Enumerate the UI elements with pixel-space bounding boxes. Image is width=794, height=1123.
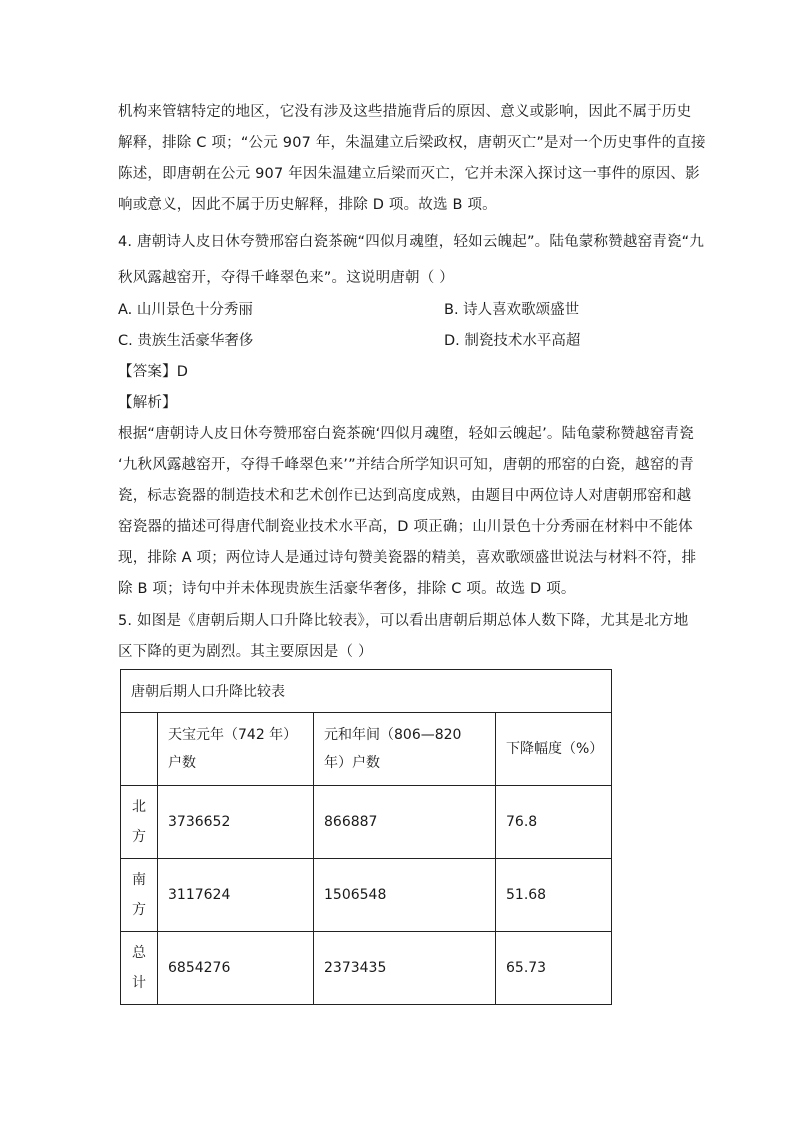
text-line: 响或意义，因此不属于历史解释，排除 D 项。故选 B 项。 (118, 197, 497, 213)
option-d: D. 制瓷技术水平高超 (444, 333, 581, 349)
table-caption: 唐朝后期人口升降比较表 (121, 670, 612, 713)
region-cell: 总计 (121, 932, 158, 1005)
tianbao-cell: 3117624 (158, 859, 314, 932)
region-cell: 南方 (121, 859, 158, 932)
question-4-stem: 秋风露越窑开，夺得千峰翠色来”。这说明唐朝（ ） (118, 270, 454, 286)
analysis-line: 除 B 项；诗句中并未体现贵族生活豪华奢侈，排除 C 项。故选 D 项。 (118, 581, 576, 597)
header-cell: 下降幅度（%） (496, 713, 612, 786)
region-cell: 北方 (121, 786, 158, 859)
text-line: 机构来管辖特定的地区，它没有涉及这些措施背后的原因、意义或影响，因此不属于历史 (118, 104, 692, 120)
table-row (121, 859, 612, 932)
analysis-line: ‘九秋风露越窑开，夺得千峰翠色来’”并结合所学知识可知，唐朝的邢窑的白瓷，越窑的青 (118, 457, 694, 473)
population-table (120, 669, 612, 1005)
tianbao-cell: 3736652 (158, 786, 314, 859)
option-c: C. 贵族生活豪华奢侈 (118, 333, 254, 349)
header-cell: 元和年间（806—820 年）户数 (314, 713, 496, 786)
question-5-stem: 5. 如图是《唐朝后期人口升降比较表》，可以看出唐朝后期总体人数下降，尤其是北方地 (118, 613, 689, 629)
text-line: 陈述，即唐朝在公元 907 年因朱温建立后梁而灭亡，它并未深入探讨这一事件的原因、影 (118, 166, 700, 182)
question-4-stem: 4. 唐朝诗人皮日休夸赞邢窑白瓷茶碗“四似月魂堕，轻如云魄起”。陆龟蒙称赞越窑青瓷“九 (118, 234, 705, 250)
question-5-stem: 区下降的更为剧烈。其主要原因是（ ） (118, 644, 373, 660)
yuanhe-cell: 866887 (314, 786, 496, 859)
analysis-line: 窑瓷器的描述可得唐代制瓷业技术水平高，D 项正确；山川景色十分秀丽在材料中不能体 (118, 519, 693, 535)
answer-label: 【答案】D (118, 364, 189, 380)
decline-cell: 51.68 (496, 859, 612, 932)
table-row (121, 932, 612, 1005)
analysis-line: 根据“唐朝诗人皮日休夸赞邢窑白瓷茶碗‘四似月魂堕，轻如云魄起’。陆龟蒙称赞越窑青瓷 (118, 426, 694, 442)
option-b: B. 诗人喜欢歌颂盛世 (444, 302, 580, 318)
tianbao-cell: 6854276 (158, 932, 314, 1005)
yuanhe-cell: 1506548 (314, 859, 496, 932)
decline-cell: 76.8 (496, 786, 612, 859)
yuanhe-cell: 2373435 (314, 932, 496, 1005)
option-a: A. 山川景色十分秀丽 (118, 302, 253, 318)
decline-cell: 65.73 (496, 932, 612, 1005)
text-line: 解释，排除 C 项；“公元 907 年，朱温建立后梁政权，唐朝灭亡”是对一个历史事件的直接 (118, 135, 706, 151)
analysis-line: 瓷，标志瓷器的制造技术和艺术创作已达到高度成熟，由题目中两位诗人对唐朝邢窑和越 (118, 488, 692, 504)
header-cell (121, 713, 158, 786)
table-row (121, 786, 612, 859)
analysis-line: 现，排除 A 项；两位诗人是通过诗句赞美瓷器的精美，喜欢歌颂盛世说法与材料不符，排 (118, 550, 697, 566)
header-cell: 天宝元年（742 年）户数 (158, 713, 314, 786)
analysis-label: 【解析】 (118, 395, 177, 411)
table-header-row (121, 713, 612, 786)
